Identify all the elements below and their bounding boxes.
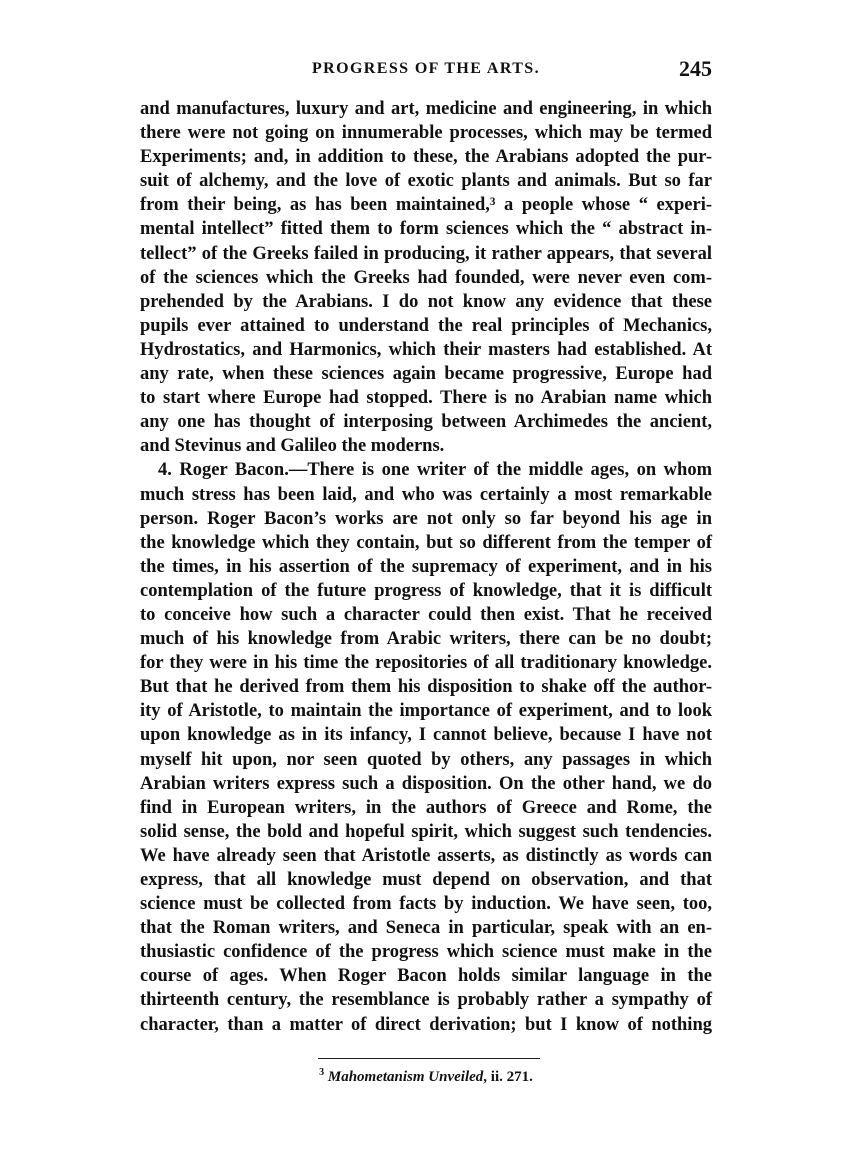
text-line: character, than a matter of direct derivation; but I know of nothing <box>140 1014 712 1035</box>
page-number: 245 <box>679 56 712 81</box>
text-line: any one has thought of interposing between Archimedes the ancient, <box>140 412 712 433</box>
text-line: thirteenth century, the resemblance is probably rather a sympathy of <box>140 990 712 1011</box>
text-line: to start where Europe had stopped. There is no Arabian name which <box>140 388 712 409</box>
text-line: ity of Aristotle, to maintain the importance of experiment, and to look <box>140 701 712 722</box>
body-text <box>140 97 712 1037</box>
footnote-marker: 3 <box>319 1067 325 1078</box>
text-line: the times, in his assertion of the supremacy of experiment, and in his <box>140 556 712 577</box>
text-line: tellect” of the Greeks failed in producing, it rather appears, that several <box>140 243 712 264</box>
text-line: to conceive how such a character could then exist. That he received <box>140 604 712 625</box>
text-line: express, that all knowledge must depend on observation, and that <box>140 870 712 890</box>
text-line: much stress has been laid, and who was certainly a most remarkable <box>140 484 712 505</box>
text-line: course of ages. When Roger Bacon holds similar language in the <box>140 966 712 987</box>
text-line: Arabian writers express such a disposition. On the other hand, we do <box>140 773 712 794</box>
text-line: and manufactures, luxury and art, medicine and engineering, in which <box>140 99 712 119</box>
text-line: find in European writers, in the authors of Greece and Rome, the <box>140 797 712 818</box>
text-line: and Stevinus and Galileo the moderns. <box>140 436 445 457</box>
text-line: contemplation of the future progress of knowledge, that it is difficult <box>140 580 712 601</box>
footnote-reference: , ii. 271. <box>483 1069 533 1085</box>
text-line: that the Roman writers, and Seneca in particular, speak with an en- <box>140 918 712 939</box>
text-line: We have already seen that Aristotle asserts, as distinctly as words can <box>140 845 712 866</box>
text-line: solid sense, the bold and hopeful spirit, which suggest such tendencies. <box>140 821 712 842</box>
text-line: prehended by the Arabians. I do not know any evidence that these <box>140 291 712 312</box>
footnote-title: Mahometanism Unveiled <box>327 1069 484 1085</box>
text-line: for they were in his time the repositories of all traditionary knowledge. <box>140 653 712 674</box>
text-line: science must be collected from facts by induction. We have seen, too, <box>140 894 712 915</box>
text-line: of the sciences which the Greeks had founded, were never even com- <box>140 267 712 288</box>
text-line: any rate, when these sciences again became progressive, Europe had <box>140 364 712 385</box>
text-line: But that he derived from them his disposition to shake off the author- <box>140 677 712 698</box>
text-line: much of his knowledge from Arabic writers, there can be no doubt; <box>140 629 712 650</box>
text-line: person. Roger Bacon’s works are not only so far beyond his age in <box>140 508 712 529</box>
text-line: there were not going on innumerable processes, which may be termed <box>140 123 712 144</box>
text-line: Hydrostatics, and Harmonics, which their masters had established. At <box>140 339 712 360</box>
text-line: upon knowledge as in its infancy, I cannot believe, because I have not <box>140 725 712 746</box>
text-line: the knowledge which they contain, but so different from the temper of <box>140 532 712 553</box>
text-line: pupils ever attained to understand the real principles of Mechanics, <box>140 315 712 336</box>
running-head <box>140 58 712 84</box>
text-line: thusiastic confidence of the progress which science must make in the <box>140 942 712 963</box>
running-title: PROGRESS OF THE ARTS. <box>311 60 540 77</box>
section-heading-line: 4. Roger Bacon.—There is one writer of the middle ages, on whom <box>158 460 712 481</box>
text-line: Experiments; and, in addition to these, the Arabians adopted the pur- <box>140 147 712 168</box>
text-line: mental intellect” fitted them to form sciences which the “ abstract in- <box>140 219 712 240</box>
text-line: from their being, as has been maintained,³ a people whose “ experi- <box>140 195 712 216</box>
text-line: suit of alchemy, and the love of exotic plants and animals. But so far <box>140 171 712 192</box>
text-line: myself hit upon, nor seen quoted by others, any passages in which <box>140 749 712 770</box>
footnote-divider <box>318 1058 540 1059</box>
footnote <box>140 1069 712 1086</box>
